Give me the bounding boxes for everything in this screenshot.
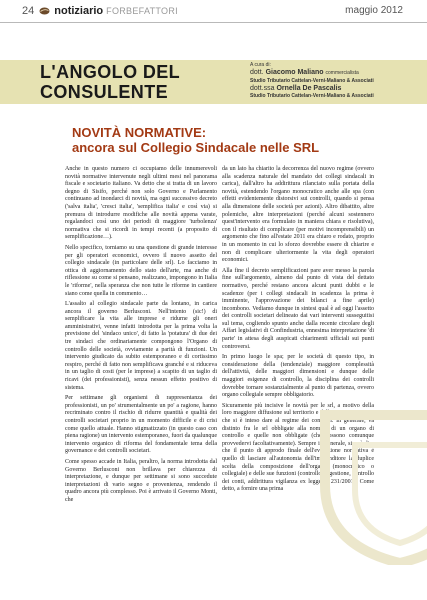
author-credits [250,62,374,99]
article-column-left [65,166,217,508]
paragraph: In primo luogo le spa; per le società di questo tipo, in considerazione della (tendenziale) maggiore complessità dell'attività, delle maggiori dimensioni e dunque delle maggiori esigenze di controllo, la disciplina dei controlli dovrebbe tornare sostanzialmente al punto di partenza, ovvero organo collegiale sempre obbligatorio. [222,354,374,399]
paragraph: Alla fine il decreto semplificazioni pare aver messo la parola fine sull'argomento, almeno dal punto di vista del dettato normativo, perché restano ancora alcuni punti dubbi e le scadenze (per i collegi sindacali in scadenza la prima è imminente, l'approvazione dei bilanci a fine aprile) incombono. Vediamo dunque in sintesi qual è ad oggi l'assetto dei controlli societari delineato dai vari interventi susseguitisi sul tema, cogliendo spunto anche dalla recente circolare degli Affari legislativi di Confindustria, ennesima interpretazione 'di parte' in attesa degli auspicati chiarimenti ufficiali sui punti controversi. [222,267,374,350]
section-title-line-2: CONSULENTE [40,82,169,102]
paragraph: Nello specifico, torniamo su una questione di grande interesse per gli operatori economici, ovvero il nuovo assetto del collegio sindacale (in particolare delle srl). Lo facciamo in ottica di aggiornamento dello stato dell'arte, ma anche di riflessione su come si pensano, realizzano, impongono in Italia le 'riforme', nella speranza che non tutte le riforme in cantiere siano come quella in commento… [65,244,217,297]
paragraph: Anche in questo numero ci occupiamo delle innumerevoli novità normative intervenute negli ultimi mesi nel panorama fiscale e societario italiano. Va detto che si tratta di un lavoro degno di Sisifo, perché non solo Governo e Parlamento continuano ad inondarci di novità, ma ogni successivo decreto ('salva italia', 'cresci italia', 'semplifica italia' e così via) si premura di introdurre modifiche alle novità appena varate, regalandoci così uno dei periodi di maggiore 'turbolenza' normativa che si ricordi in tempi recenti (a proposito di semplificazione…). [65,166,217,241]
author-2-name-line [250,84,374,93]
author-1-name: Giacomo Maliano [265,69,324,76]
section-title-line-1: L'ANGOLO DEL [40,62,181,82]
paragraph: Per settimane gli organismi di rappresentanza dei professionisti, un po' strumentalmente un po' a ragione, hanno recriminato contro il rischio di ridurre quantità e qualità dei controlli societari proprio in un momento difficile e di crisi come quello attuale. Hanno stigmatizzato (in questo caso con piena ragione) un intervento estemporaneo, fuori da qualunque intervento organico di riforma del fondamentale tema della governance e dei controlli societari. [65,395,217,455]
paragraph: L'assalto al collegio sindacale parte da lontano, in carica ancora il governo Berlusconi. Nell'intento (sic!) di semplificare la vita alle imprese e ridurne gli oneri amministrativi, venne infatti introdotta per la prima volta la previsione del 'sindaco unico', di fatto la 'potatura' di due dei tre sindaci che ordinariamente compongono l'Organo di controllo delle società, ovviamente a parità di funzioni. Un intervento giudicato da subito estemporaneo e di cortissimo respiro, perché di fatto non semplificava granché e si riduceva in un taglio di costi (per le imprese) a scapito di un taglio di ricavi (dei professionisti), senza nessun effetto positivo di sistema. [65,301,217,391]
page-number: 24 [22,5,35,17]
magazine-name: notiziario [54,5,104,17]
author-1-name-line [250,68,374,78]
issue-date: maggio 2012 [345,5,403,16]
article-headline [72,125,319,155]
curated-by-label: A cura di: [250,62,271,68]
headline-line-1: NOVITÀ NORMATIVE: [72,125,207,140]
author-2-firm: Studio Tributario Cattelan-Verni-Maliano & Associati [250,93,374,99]
author-1-role: commercialista [325,70,359,76]
article-column-right [222,166,374,497]
page-header [0,0,427,23]
coffee-bean-logo-icon [39,7,50,15]
paragraph: Come spesso accade in Italia, peraltro, la norma introdotta dal Governo Berlusconi non brillava per chiarezza di interpretazione, e dunque per settimane si sono succedute interpretazioni di vario segno e provenienza, rendendo il quadro ancora più complesso. Poi è arrivato il Governo Monti, che [65,458,217,503]
author-2-name: Ornella De Pascalis [276,85,342,92]
author-1-firm: Studio Tributario Cattelan-Verni-Maliano & Associati [250,78,374,84]
author-1-prefix: dott. [250,69,264,76]
paragraph: da un lato ha chiarito la decorrenza del nuovo regime (ovvero alla scadenza naturale del mandato dei collegi sindacali in carica), dall'altro ha addirittura rilanciato sulla portata della novità, estendendo l'organo monocratico anche alle spa (con effetti evidentemente distorsivi sui controlli, quando si pensa alla dimensione delle società per azioni). Altro dibattito, altre polemiche, altre interpretazioni (perché alcuni sostennero quest'intervento era formulato in maniera chiara e risolutiva), con il risultato di complicare (per motivi incomprensibili) un argomento che fino all'estate 2011 era chiaro e rodato, proprio in un momento in cui lo sforzo dovrebbe essere di chiarire e non di complicare ulteriormente la vita degli operatori economici. [222,166,374,264]
magazine-subtitle: FORBEFATTORI [106,6,178,16]
section-title [40,62,180,102]
author-2-prefix: dott.ssa [250,85,275,92]
headline-line-2: ancora sul Collegio Sindacale nelle SRL [72,140,320,155]
paragraph: Sicuramente più incisive le novità per le srl, a motivo della loro maggiore diffusione sul territorio e dell'assetto innovativo che si è inteso dare al regime dei controlli. In generale, va distinto fra le srl obbligate alla nomina di un organo di controllo e quelle non obbligate (che possono comunque provvedervi facoltativamente). Sempre in generale, si può dire che il punto di approdo finale dell'evoluzione normativa è quello di lasciare all'autonomia dell'imprenditore la duplice scelta della composizione dell'organo (monocratico o collegiale) e delle sue funzioni (controllo di gestione, controllo dei conti, addirittura vigilanza ex legge n. 231/2001). Come detto, a fornire una prima [222,402,374,493]
